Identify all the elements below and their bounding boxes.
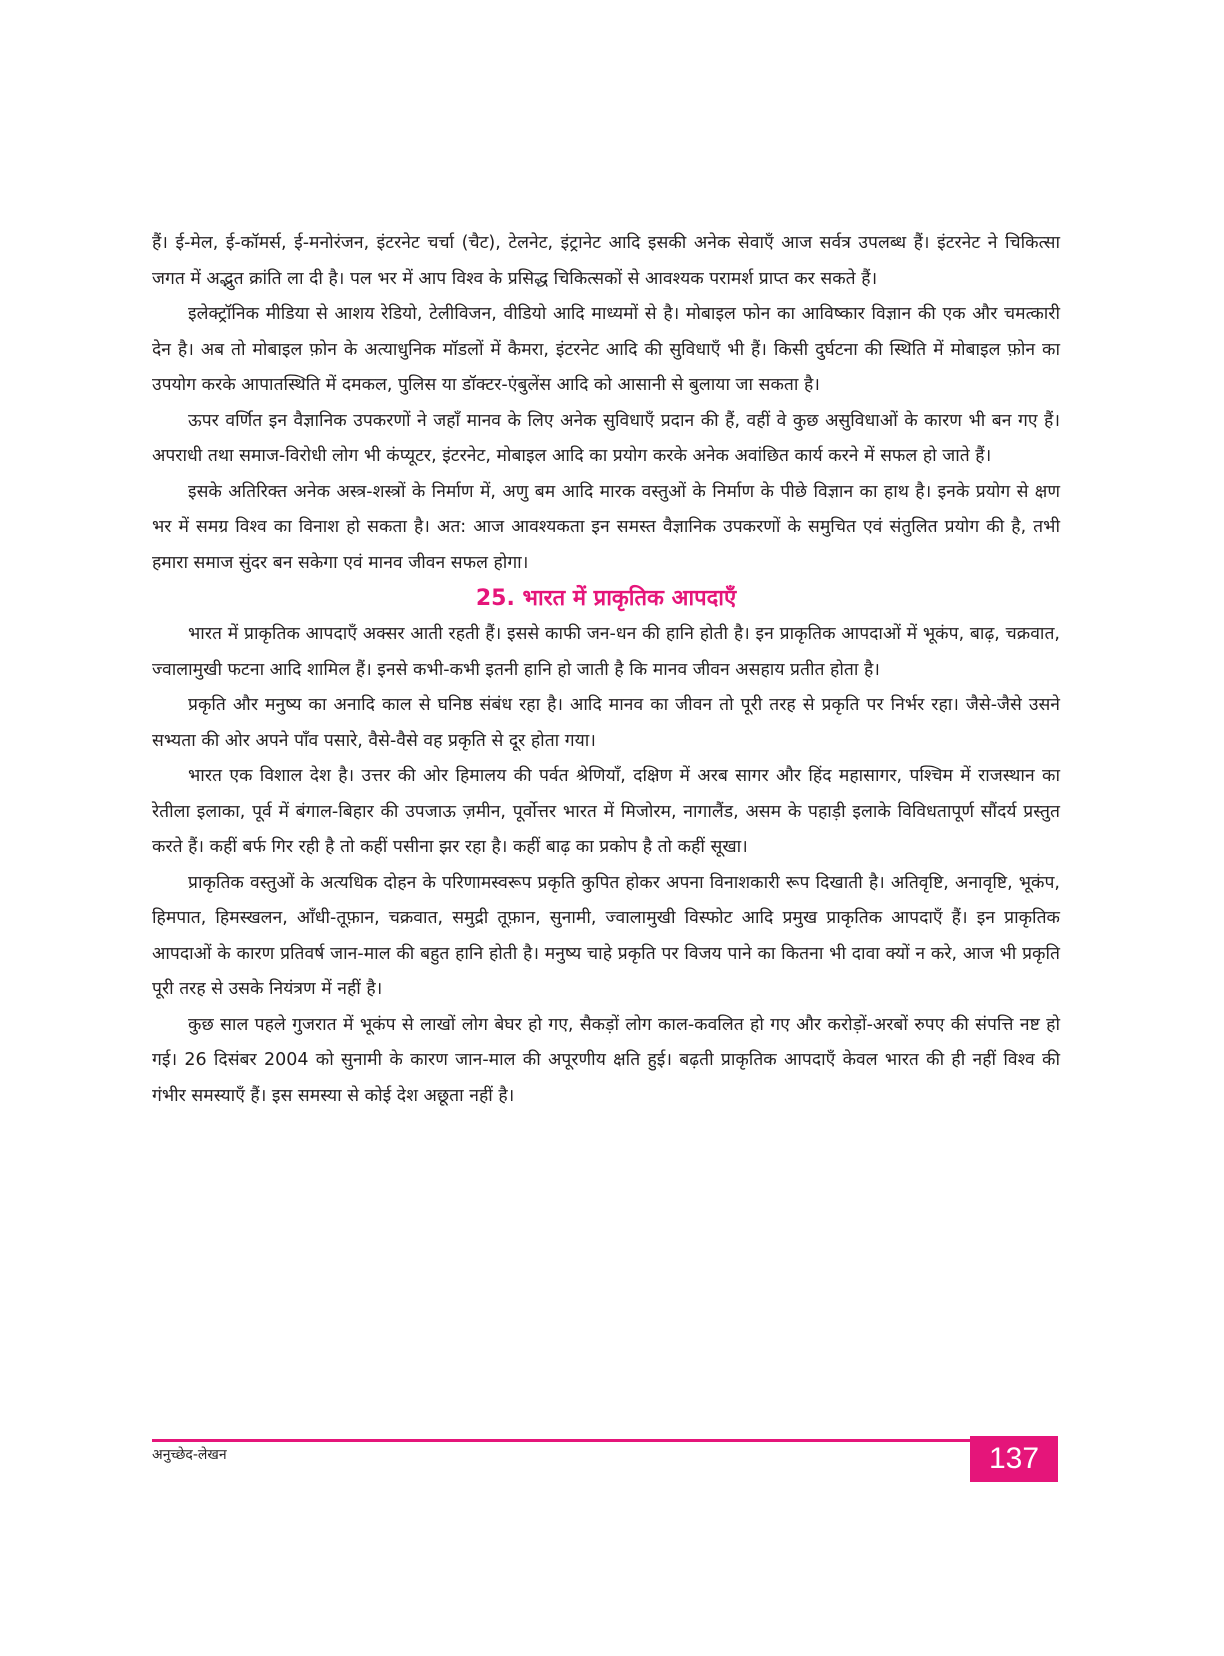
paragraph-3: ऊपर वर्णित इन वैज्ञानिक उपकरणों ने जहाँ मानव के लिए अनेक सुविधाएँ प्रदान की हैं, वहीं वे कुछ असुविधाओं के कारण भी बन गए हैं। अपराधी तथा समाज-विरोधी लोग भी कंप्यूटर, इंटरनेट, मोबाइल आदि का प्रयोग करके अनेक अवांछित कार्य करने में सफल हो जाते हैं। (152, 410, 1060, 466)
paragraph-6: प्रकृति और मनुष्य का अनादि काल से घनिष्ठ संबंध रहा है। आदि मानव का जीवन तो पूरी तरह से प्रकृति पर निर्भर रहा। जैसे-जैसे उसने सभ्यता की ओर अपने पाँव पसारे, वैसे-वैसे वह प्रकृति से दूर होता गया। (152, 695, 1060, 751)
paragraph-8: प्राकृतिक वस्तुओं के अत्यधिक दोहन के परिणामस्वरूप प्रकृति कुपित होकर अपना विनाशकारी रूप दिखाती है। अतिवृष्टि, अनावृष्टि, भूकंप, हिमपात, हिमस्खलन, आँधी-तूफ़ान, चक्रवात, समुद्री तूफ़ान, सुनामी, ज्वालामुखी विस्फोट आदि प्रमुख प्राकृतिक आपदाएँ हैं। इन प्राकृतिक आपदाओं के कारण प्रतिवर्ष जान-माल की बहुत हानि होती है। मनुष्य चाहे प्रकृति पर विजय पाने का कितना भी दावा क्यों न करे, आज भी प्रकृति पूरी तरह से उसके नियंत्रण में नहीं है। (152, 872, 1060, 999)
section-heading: 25. भारत में प्राकृतिक आपदाएँ (475, 586, 737, 611)
paragraph-2: इलेक्ट्रॉनिक मीडिया से आशय रेडियो, टेलीविजन, वीडियो आदि माध्यमों से है। मोबाइल फोन का आविष्कार विज्ञान की एक और चमत्कारी देन है। अब तो मोबाइल फ़ोन के अत्याधुनिक मॉडलों में कैमरा, इंटरनेट आदि की सुविधाएँ भी हैं। किसी दुर्घटना की स्थिति में मोबाइल फ़ोन का उपयोग करके आपातस्थिति में दमकल, पुलिस या डॉक्टर-एंबुलेंस आदि को आसानी से बुलाया जा सकता है। (152, 304, 1060, 395)
page-number: 137 (970, 1436, 1058, 1482)
paragraph-1: हैं। ई-मेल, ई-कॉमर्स, ई-मनोरंजन, इंटरनेट चर्चा (चैट), टेलनेट, इंट्रानेट आदि इसकी अनेक सेवाएँ आज सर्वत्र उपलब्ध हैं। इंटरनेट ने चिकित्सा जगत में अद्भुत क्रांति ला दी है। पल भर में आप विश्व के प्रसिद्ध चिकित्सकों से आवश्यक परामर्श प्राप्त कर सकते हैं। (152, 233, 1060, 289)
footer-label: अनुच्छेद-लेखन (152, 1447, 227, 1463)
document-body (152, 226, 1060, 1114)
paragraph-5: भारत में प्राकृतिक आपदाएँ अक्सर आती रहती हैं। इससे काफी जन-धन की हानि होती है। इन प्राकृतिक आपदाओं में भूकंप, बाढ़, चक्रवात, ज्वालामुखी फटना आदि शामिल हैं। इनसे कभी-कभी इतनी हानि हो जाती है कि मानव जीवन असहाय प्रतीत होता है। (152, 624, 1060, 680)
paragraph-9: कुछ साल पहले गुजरात में भूकंप से लाखों लोग बेघर हो गए, सैकड़ों लोग काल-कवलित हो गए और करोड़ों-अरबों रुपए की संपत्ति नष्ट हो गई। 26 दिसंबर 2004 को सुनामी के कारण जान-माल की अपूरणीय क्षति हुई। बढ़ती प्राकृतिक आपदाएँ केवल भारत की ही नहीं विश्व की गंभीर समस्याएँ हैं। इस समस्या से कोई देश अछूता नहीं है। (152, 1014, 1060, 1106)
footer-divider (152, 1439, 1054, 1442)
paragraph-7: भारत एक विशाल देश है। उत्तर की ओर हिमालय की पर्वत श्रेणियाँ, दक्षिण में अरब सागर और हिंद महासागर, पश्चिम में राजस्थान का रेतीला इलाका, पूर्व में बंगाल-बिहार की उपजाऊ ज़मीन, पूर्वोत्तर भारत में मिजोरम, नागालैंड, असम के पहाड़ी इलाके विविधतापूर्ण सौंदर्य प्रस्तुत करते हैं। कहीं बर्फ गिर रही है तो कहीं पसीना झर रहा है। कहीं बाढ़ का प्रकोप है तो कहीं सूखा। (152, 766, 1060, 857)
paragraph-4: इसके अतिरिक्त अनेक अस्त्र-शस्त्रों के निर्माण में, अणु बम आदि मारक वस्तुओं के निर्माण के पीछे विज्ञान का हाथ है। इनके प्रयोग से क्षण भर में समग्र विश्व का विनाश हो सकता है। अत: आज आवश्यकता इन समस्त वैज्ञानिक उपकरणों के समुचित एवं संतुलित प्रयोग की है, तभी हमारा समाज सुंदर बन सकेगा एवं मानव जीवन सफल होगा। (152, 481, 1060, 573)
